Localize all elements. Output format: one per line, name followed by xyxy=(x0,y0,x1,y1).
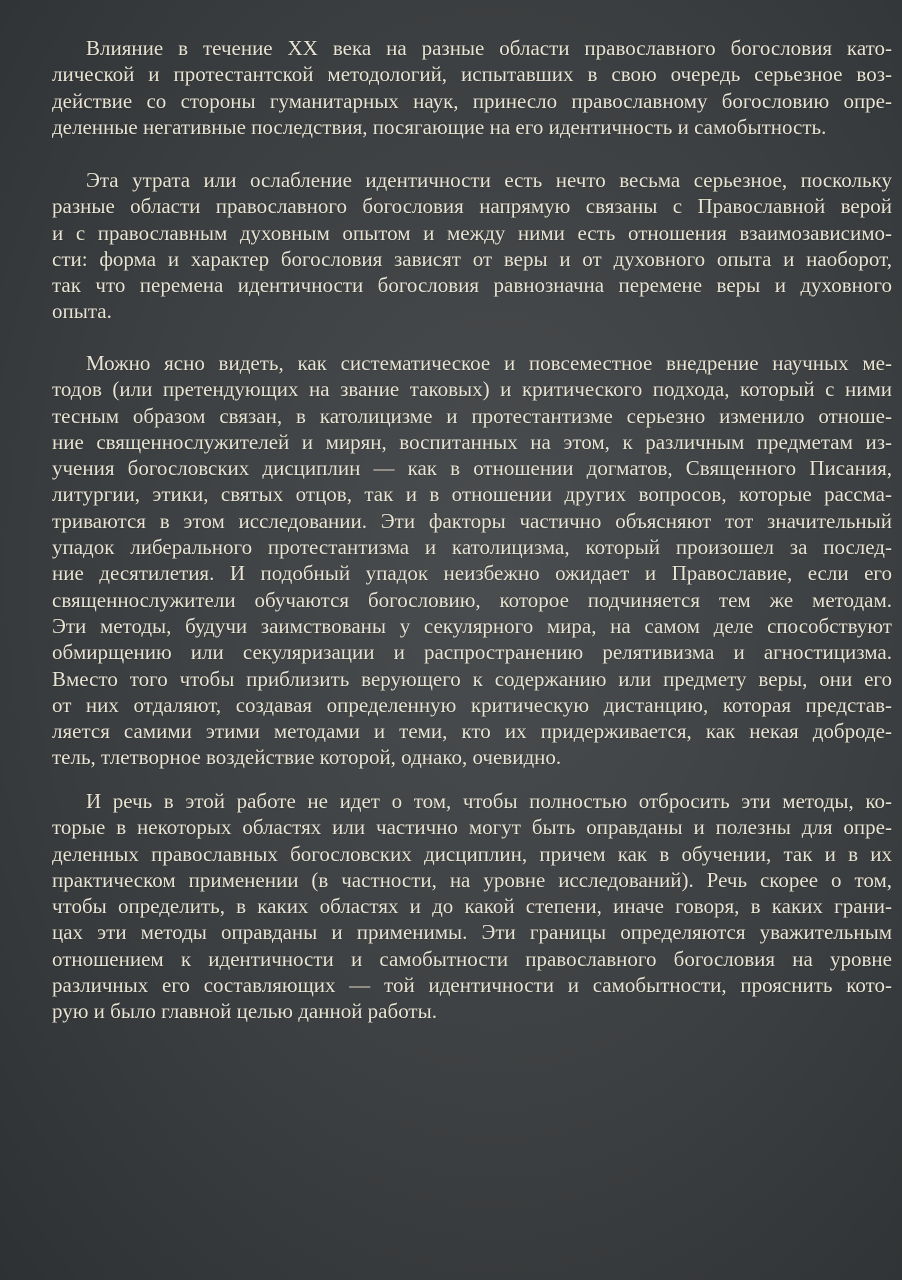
text-line: Влияние в течение XX века на разные области православного богословия като- xyxy=(86,36,892,60)
text-line: упадок либерального протестантизма и католицизма, который произошел за послед- xyxy=(52,535,892,560)
text-line: священнослужители обучаются богословию, которое подчиняется тем же методам. xyxy=(52,587,892,612)
paragraph-2 xyxy=(52,167,892,325)
text-line: торые в некоторых областях или частично могут быть оправданы и полезны для опре- xyxy=(52,815,892,840)
text-line: разные области православного богословия напрямую связаны с Православной верой xyxy=(52,194,892,219)
text-line: Эти методы, будучи заимствованы у секулярного мира, на самом деле способствуют xyxy=(52,613,892,638)
text-line: от них отдаляют, создавая определенную критическую дистанцию, которая представ- xyxy=(52,692,892,717)
text-line: Можно ясно видеть, как систематическое и повсеместное внедрение научных ме- xyxy=(86,351,892,375)
paragraph-3 xyxy=(52,350,892,771)
text-line: тодов (или претендующих на звание таковых) и критического подхода, который с ними xyxy=(52,377,892,402)
text-line: обмирщению или секуляризации и распространению релятивизма и агностицизма. xyxy=(52,640,892,665)
text-line: ние священнослужителей и мирян, воспитанных на этом, к различным предметам из- xyxy=(52,429,892,454)
text-line: деленные негативные последствия, посягающие на его идентичность и самобытность. xyxy=(52,114,827,139)
text-line: триваются в этом исследовании. Эти факторы частично объясняют тот значительный xyxy=(52,508,892,533)
text-line: И речь в этой работе не идет о том, чтобы полностью отбросить эти методы, ко- xyxy=(86,789,892,813)
text-line: ние десятилетия. И подобный упадок неизбежно ожидает и Православие, если его xyxy=(52,561,892,586)
text-line: чтобы определить, в каких областях и до какой степени, иначе говоря, в каких грани- xyxy=(52,894,892,919)
text-line: учения богословских дисциплин — как в отношении догматов, Священного Писания, xyxy=(52,456,892,481)
text-line: сти: форма и характер богословия зависят от веры и от духовного опыта и наоборот, xyxy=(52,246,892,271)
text-line: практическом применении (в частности, на уровне исследований). Речь скорее о том, xyxy=(52,867,892,892)
text-line: цах эти методы оправданы и применимы. Эти границы определяются уважительным xyxy=(52,920,892,945)
text-line: лической и протестантской методологий, испытавших в свою очередь серьезное воз- xyxy=(52,62,892,87)
text-line: Эта утрата или ослабление идентичности есть нечто весьма серьезное, поскольку xyxy=(86,168,892,192)
text-line: Вместо того чтобы приблизить верующего к содержанию или предмету веры, они его xyxy=(52,666,892,691)
text-line: литургии, этики, святых отцов, так и в отношении других вопросов, которые рассма- xyxy=(52,482,892,507)
text-line: опыта. xyxy=(52,299,112,324)
text-line: тель, тлетворное воздействие которой, однако, очевидно. xyxy=(52,745,562,770)
text-line: рую и было главной целью данной работы. xyxy=(52,999,437,1024)
text-line: и с православным духовным опытом и между ними есть отношения взаимозависимо- xyxy=(52,220,892,245)
paragraph-1 xyxy=(52,35,892,140)
text-line: тесным образом связан, в католицизме и протестантизме серьезно изменило отноше- xyxy=(52,403,892,428)
text-line: отношением к идентичности и самобытности православного богословия на уровне xyxy=(52,946,892,971)
text-line: действие со стороны гуманитарных наук, принесло православному богословию опре- xyxy=(52,88,892,113)
paragraph-4 xyxy=(52,788,892,1025)
text-line: так что перемена идентичности богословия равнозначна перемене веры и духовного xyxy=(52,273,892,298)
text-line: ляется самими этими методами и теми, кто их придерживается, как некая доброде- xyxy=(52,719,892,744)
text-line: различных его составляющих — той идентичности и самобытности, прояснить кото- xyxy=(52,973,892,998)
text-line: деленных православных богословских дисциплин, причем как в обучении, так и в их xyxy=(52,841,892,866)
